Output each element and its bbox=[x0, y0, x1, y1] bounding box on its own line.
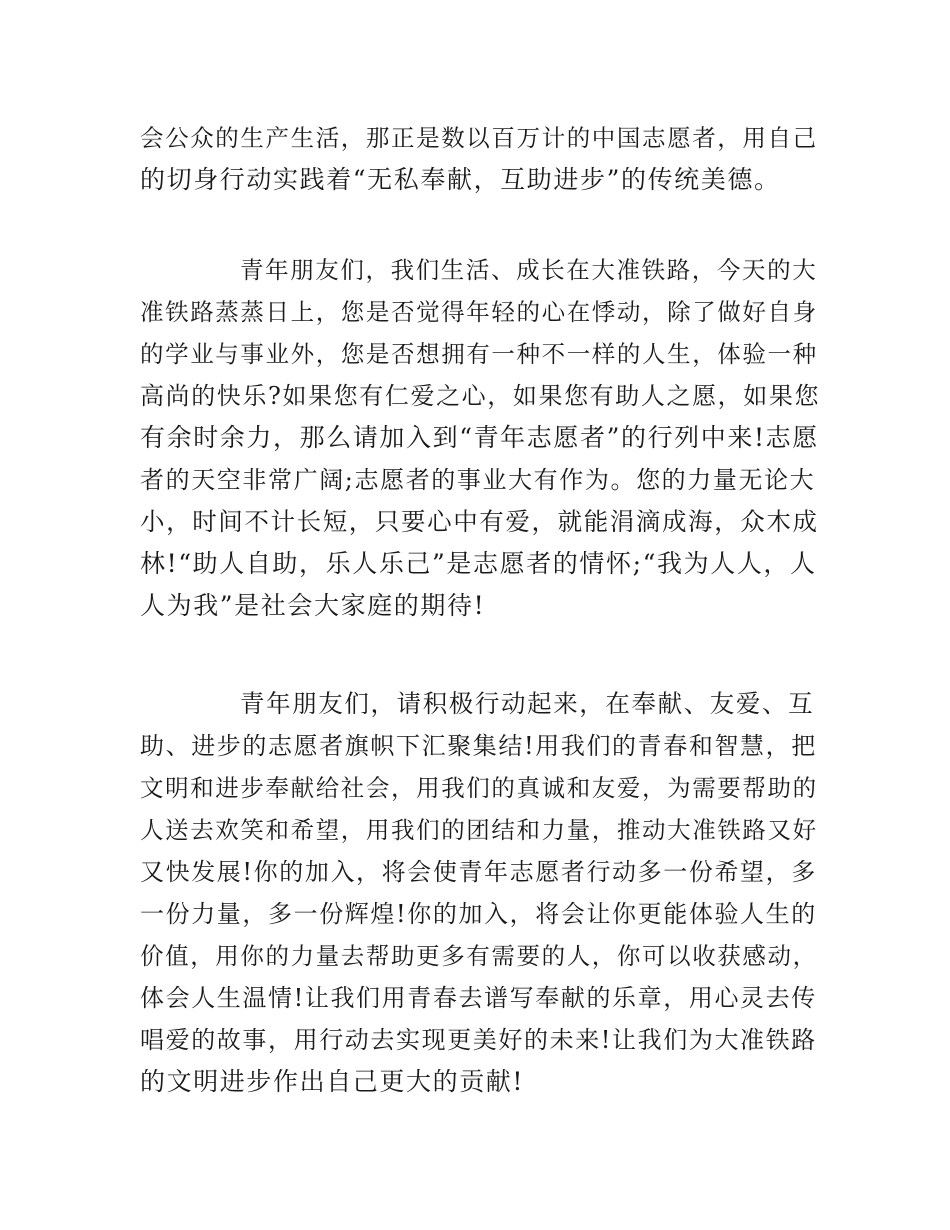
paragraph-3-line-6: 一份力量，多一份辉煌!你的加入，将会让你更能体验人生的 bbox=[140, 900, 817, 928]
paragraph-1-line-2: 的切身行动实践着“无私奉献，互助进步”的传统美德。 bbox=[140, 165, 781, 194]
paragraph-3-line-5: 又快发展!你的加入，将会使青年志愿者行动多一份希望，多 bbox=[140, 858, 817, 886]
paragraph-3-line-8: 体会人生温情!让我们用青春去谱写奉献的乐章，用心灵去传 bbox=[140, 984, 817, 1012]
paragraph-2-line-7: 小，时间不计长短，只要心中有爱，就能涓滴成海，众木成 bbox=[140, 507, 819, 536]
paragraph-3-line-7: 价值，用你的力量去帮助更多有需要的人，你可以收获感动， bbox=[140, 942, 818, 970]
paragraph-3-line-2: 助、进步的志愿者旗帜下汇聚集结!用我们的青春和智慧，把 bbox=[140, 732, 817, 760]
paragraph-2-line-2: 准铁路蒸蒸日上，您是否觉得年轻的心在悸动，除了做好自身 bbox=[140, 298, 818, 326]
paragraph-2-line-6: 者的天空非常广阔;志愿者的事业大有作为。您的力量无论大 bbox=[140, 466, 816, 494]
paragraph-2-line-1: 青年朋友们，我们生活、成长在大准铁路，今天的大 bbox=[240, 256, 818, 284]
paragraph-3-line-1: 青年朋友们，请积极行动起来，在奉献、友爱、互 bbox=[240, 689, 815, 718]
paragraph-3-line-10: 的文明进步作出自己更大的贡献! bbox=[140, 1067, 525, 1096]
paragraph-2-line-3: 的学业与事业外，您是否想拥有一种不一样的人生，体验一种 bbox=[140, 340, 818, 368]
paragraph-3-line-4: 人送去欢笑和希望，用我们的团结和力量，推动大准铁路又好 bbox=[140, 816, 818, 844]
paragraph-2-line-5: 有余时余力，那么请加入到“青年志愿者”的行列中来!志愿 bbox=[140, 423, 819, 452]
paragraph-2-line-8: 林!“助人自助，乐人乐己”是志愿者的情怀;“我为人人，人 bbox=[140, 549, 817, 578]
paragraph-1-line-1: 会公众的生产生活，那正是数以百万计的中国志愿者，用自己 bbox=[140, 124, 818, 152]
paragraph-2-line-9: 人为我”是社会大家庭的期待! bbox=[140, 591, 486, 620]
paragraph-3-line-9: 唱爱的故事，用行动去实现更美好的未来!让我们为大准铁路 bbox=[140, 1026, 817, 1054]
paragraph-3-line-3: 文明和进步奉献给社会，用我们的真诚和友爱，为需要帮助的 bbox=[140, 774, 818, 802]
paragraph-2-line-4: 高尚的快乐?如果您有仁爱之心，如果您有助人之愿，如果您 bbox=[140, 382, 821, 410]
